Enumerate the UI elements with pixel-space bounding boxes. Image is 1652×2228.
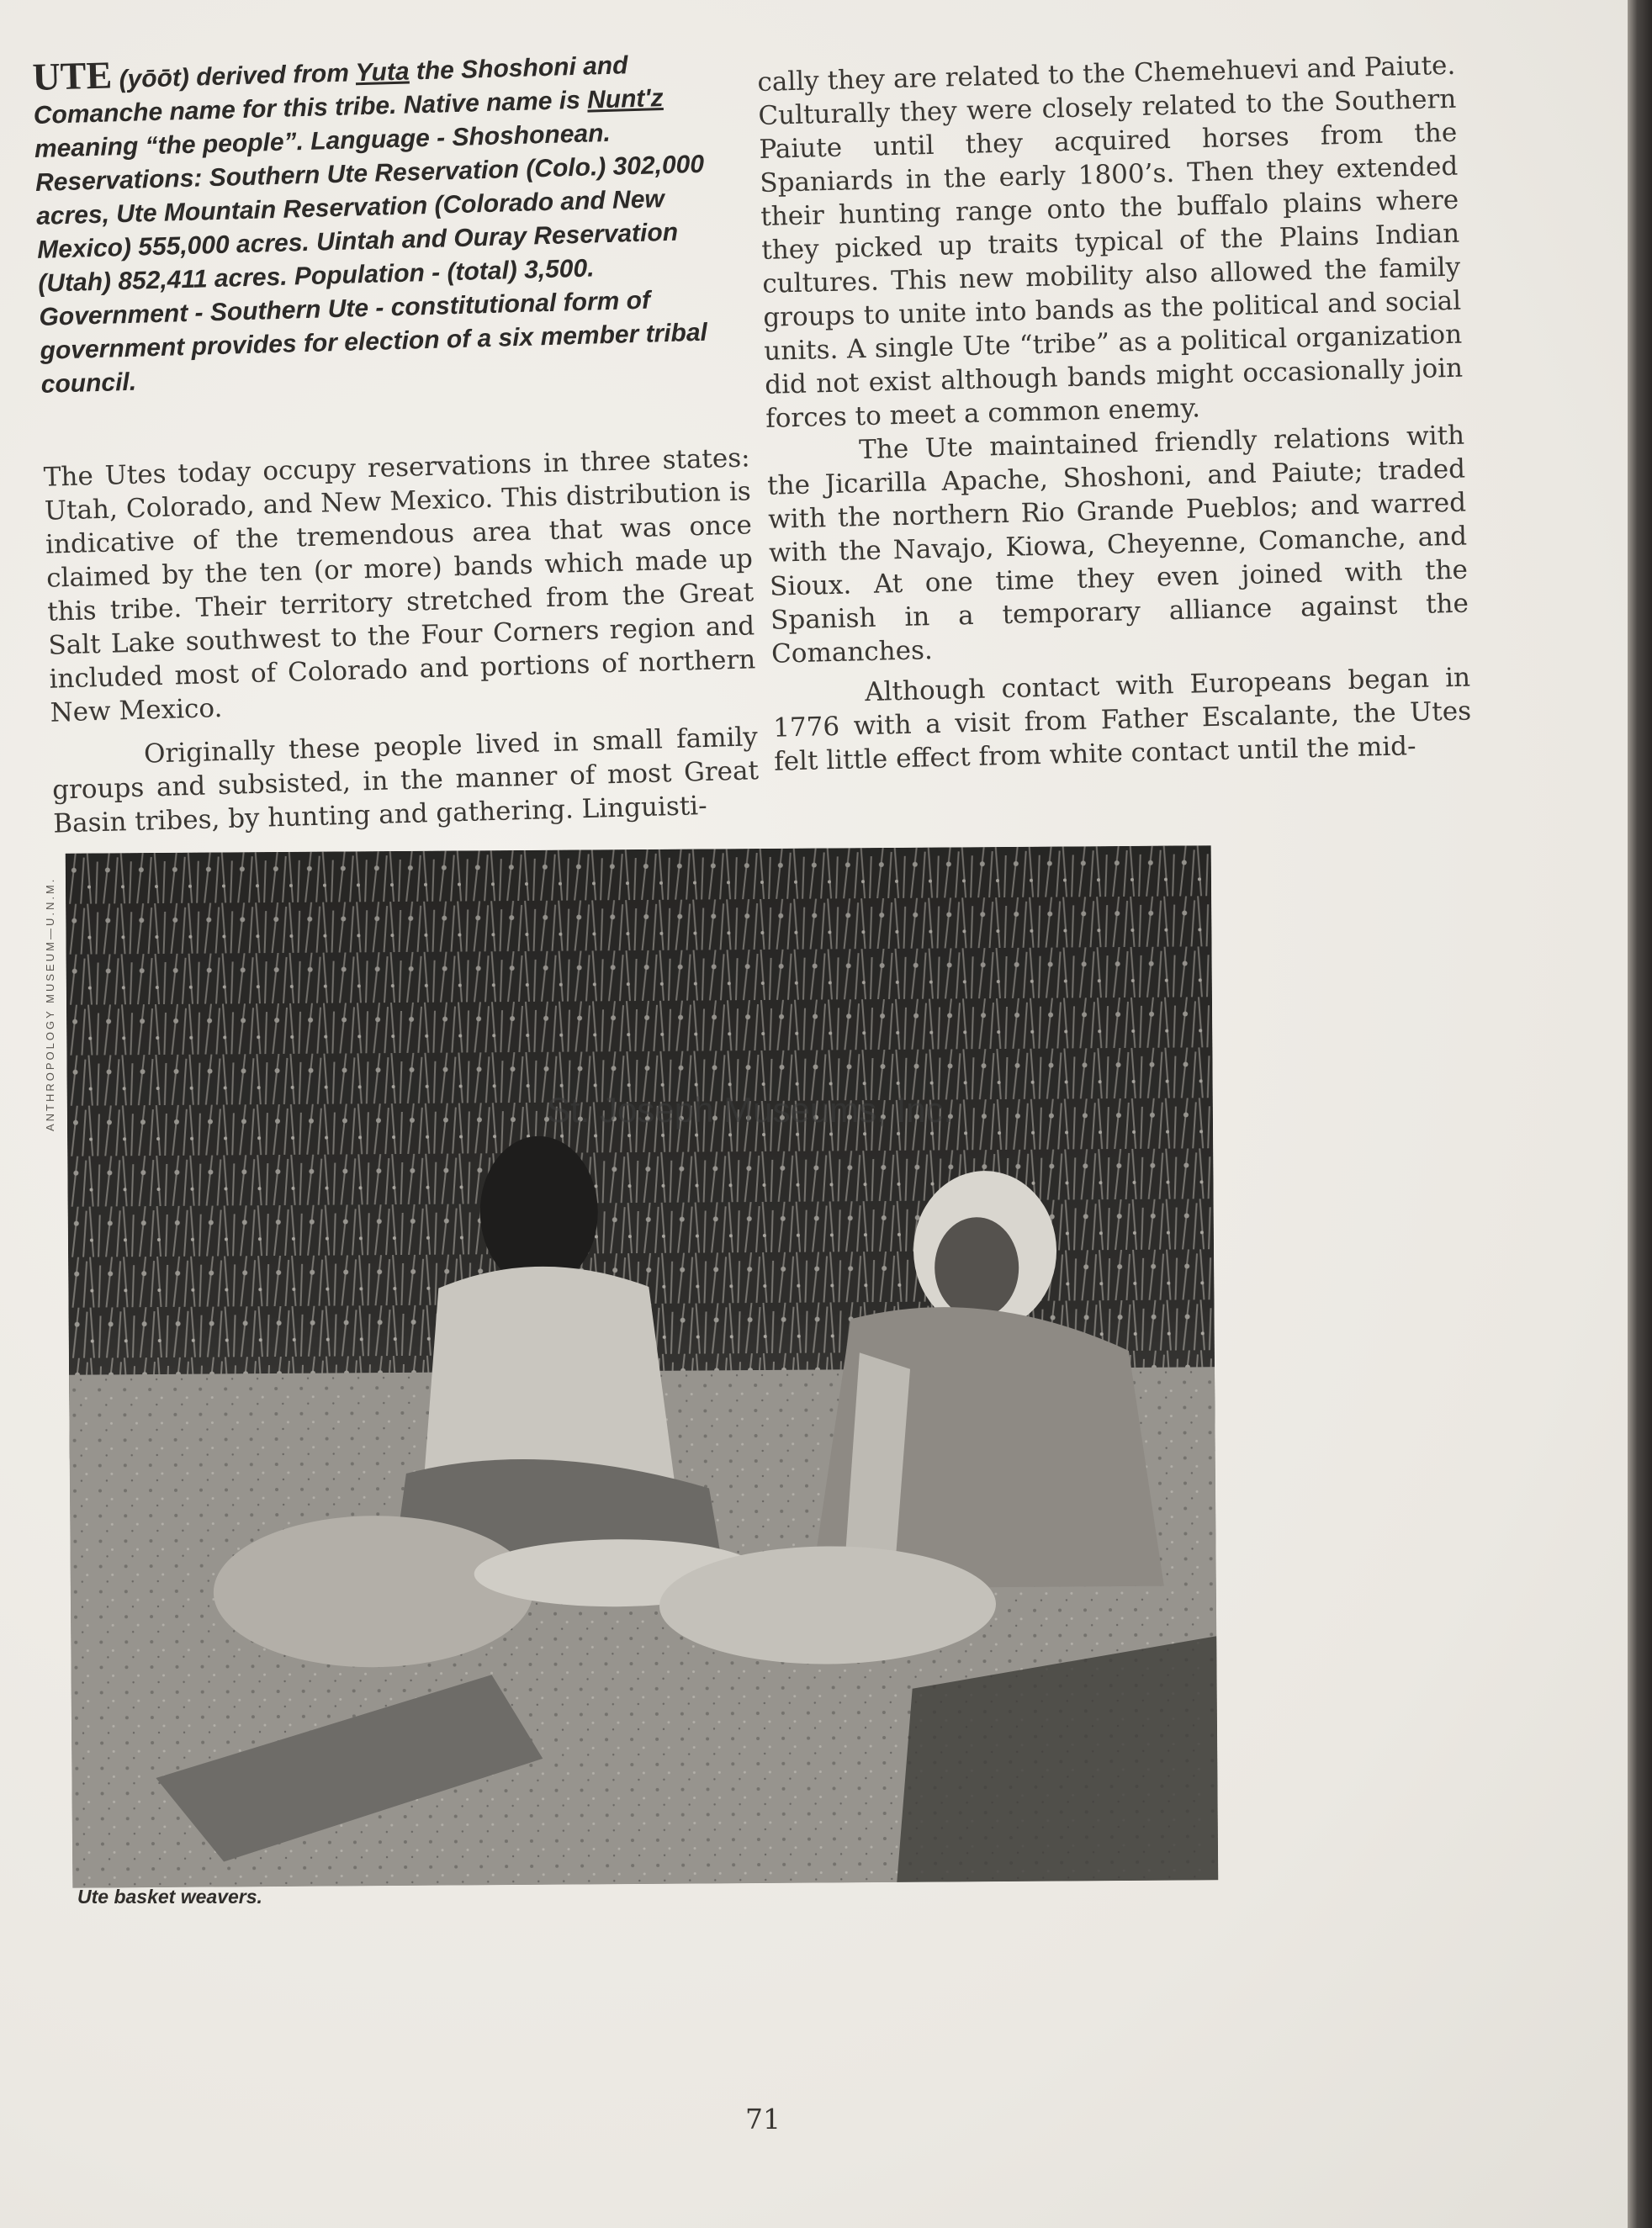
entry-yuta: Yuta <box>355 57 410 87</box>
entry-title: UTE <box>31 53 113 98</box>
paragraph-2: Originally these people lived in small family groups and subsisted, in the manner of most Great Basin tribes, by hunting and gathering. Linguisti- <box>51 722 760 839</box>
photo-image <box>66 845 1219 1887</box>
page-number: 71 <box>745 2103 781 2135</box>
paragraph-4: The Ute maintained friendly relations with the Jicarilla Apache, Shoshoni, and Paiute; traded with the northern Rio Grande Pueblos; and warred with the Navajo, Kiowa, Cheyenne, Comanche, and Sioux. At one time they even joined with the Spanish in a temporary alliance against the Comanches. <box>766 420 1469 669</box>
photo-credit: ANTHROPOLOGY MUSEUM—U.N.M. <box>44 876 56 1131</box>
paragraph-5: Although contact with Europeans began in 1776 with a visit from Father Escalante, the Utes felt little effect from white contact until the mid- <box>772 662 1472 777</box>
paragraph-1: The Utes today occupy reservations in three states: Utah, Colorado, and New Mexico. This distribution is indicative of the tremendous area that was once claimed by the ten (or more) bands which made up this tribe. Their territory stretched from the Great Salt Lake southwest to the Four Corners region and included most of Colorado and portions of northern New Mexico. <box>43 442 756 728</box>
right-column <box>757 49 1472 779</box>
left-column <box>32 41 760 841</box>
entry-origin: the Shoshoni and Comanche name for this tribe. Native name is <box>33 51 628 130</box>
paragraph-3: cally they are related to the Chemehuevi and Paiute. Culturally they were closely related to the Southern Paiute until they acquired horses from the Spaniards in the early 1800’s. Then they extended their hunting range onto the buffalo plains where they picked up traits typical of the Plains Indian cultures. This new mobility also allowed the family groups to unite into bands as the political and social units. A single Ute “tribe” as a political organization did not exist although bands might occasionally join forces to meet a common enemy. <box>757 50 1464 434</box>
watermark: St. Joseph Museums, Inc. <box>547 1090 954 1130</box>
page-edge-shadow <box>1628 0 1652 2228</box>
entry-pronunciation: (yōōt) derived from <box>111 59 357 94</box>
entry-native-name: Nunt'z <box>586 84 664 114</box>
entry-details: meaning “the people”. Language - Shoshonean. Reservations: Southern Ute Reservation (Colo.) 302,000 acres, Ute Mountain Reservation (Colorado and New Mexico) 555,000 acres. Uintah and Ouray Reservation (Utah) 852,411 acres. Population - (total) 3,500. Government - Southern Ute - constitutional form of government provides for election of a six member tribal council. <box>34 119 708 399</box>
tribe-entry-header <box>32 41 748 402</box>
photo-basket-weavers <box>66 845 1219 1887</box>
photo-caption: Ute basket weavers. <box>77 1886 262 1908</box>
